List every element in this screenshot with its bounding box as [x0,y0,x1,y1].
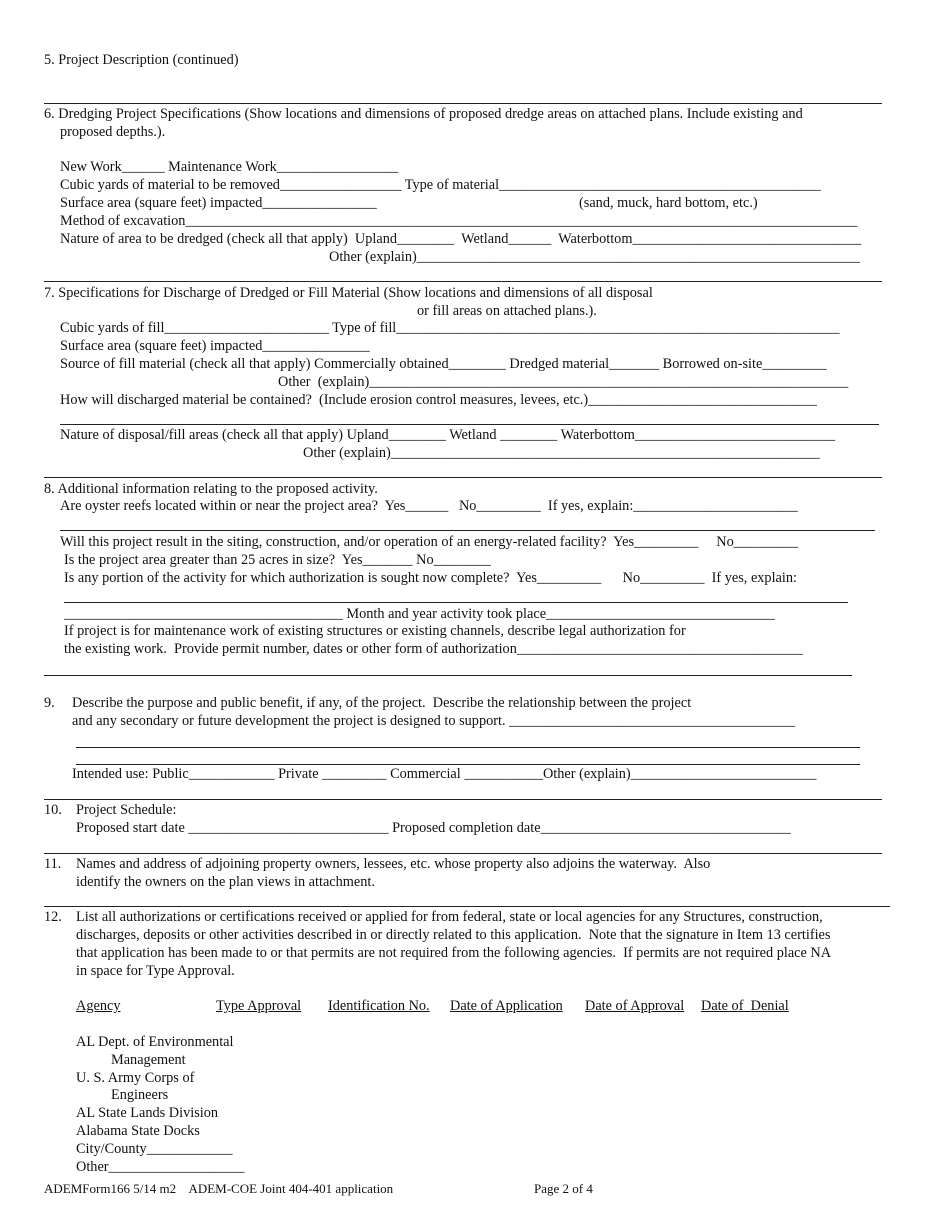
agency-row: U. S. Army Corps of [76,1070,195,1086]
s8-energy-field[interactable]: Will this project result in the siting, construction, and/or operation of an energy-related facility? Yes_________ No_________ [60,534,799,550]
s12-text-2: discharges, deposits or other activities described in or directly related to this application. Note that the signature in Item 13 certifies [76,927,831,943]
s10-num: 10. [44,802,62,818]
s8-month-year-field[interactable]: _______________________________________ Month and year activity took place________________________________ [64,606,775,622]
s8-complete-field[interactable]: Is any portion of the activity for which authorization is sought now complete? Yes_________ No_________ If yes, explain: [64,570,797,586]
s7-surface-area-field[interactable]: Surface area (square feet) impacted_______________ [60,338,370,354]
s8-authorization-field[interactable]: the existing work. Provide permit number, dates or other form of authorization________________________________________ [64,641,803,657]
s10-title: Project Schedule: [76,802,177,818]
s9-intended-use-field[interactable]: Intended use: Public____________ Private _________ Commercial ___________Other (explain)__________________________ [72,766,817,782]
answer-line[interactable] [64,602,848,603]
divider [44,477,882,478]
agency-row: AL Dept. of Environmental [76,1034,234,1050]
divider [44,103,882,104]
s6-cubic-yards-field[interactable]: Cubic yards of material to be removed_________________ Type of material_____________________________________________ [60,177,821,193]
divider [44,281,882,282]
s7-other-source-field[interactable]: Other (explain)___________________________________________________________________ [278,374,849,390]
agency-row: Alabama State Docks [76,1123,200,1139]
s6-nature-field[interactable]: Nature of area to be dredged (check all that apply) Upland________ Wetland______ Waterbottom________________________________ [60,231,862,247]
s9-purpose-text: Describe the purpose and public benefit, if any, of the project. Describe the relationship between the project [72,695,692,711]
agency-row-other[interactable]: Other___________________ [76,1159,245,1175]
divider [44,853,882,854]
agency-row: AL State Lands Division [76,1105,219,1121]
s6-work-type-field[interactable]: New Work______ Maintenance Work_________________ [60,159,399,175]
s8-title: 8. Additional information relating to the proposed activity. [44,481,378,497]
col-date-of-approval: Date of Approval [585,998,685,1014]
s11-text-cont: identify the owners on the plan views in attachment. [76,874,375,890]
answer-line[interactable] [60,424,879,425]
s7-source-field[interactable]: Source of fill material (check all that apply) Commercially obtained________ Dredged material_______ Borrowed on-site_________ [60,356,827,372]
s8-acres-field[interactable]: Is the project area greater than 25 acres in size? Yes_______ No________ [64,552,491,568]
col-identification-no: Identification No. [328,998,430,1014]
s7-cubic-yards-field[interactable]: Cubic yards of fill_______________________ Type of fill______________________________________________________________ [60,320,840,336]
s8-maintenance-text: If project is for maintenance work of existing structures or existing channels, describe legal authorization for [64,623,686,639]
footer-form-id: ADEMForm166 5/14 m2 ADEM-COE Joint 404-401 application [44,1181,394,1196]
col-agency: Agency [76,998,121,1014]
s11-num: 11. [44,856,62,872]
answer-line[interactable] [60,530,875,531]
s7-other-field[interactable]: Other (explain)____________________________________________________________ [303,445,820,461]
s6-material-note: (sand, muck, hard bottom, etc.) [579,195,758,211]
s12-text-3: that application has been made to or that permits are not required from the following agencies. If permits are not required place NA [76,945,832,961]
divider [44,906,890,907]
s6-other-field[interactable]: Other (explain)______________________________________________________________ [329,249,860,265]
divider [44,675,852,676]
s6-title: 6. Dredging Project Specifications (Show locations and dimensions of proposed dredge areas on attached plans. Include existing and [44,106,803,122]
s5-title: 5. Project Description (continued) [44,52,239,68]
divider [44,799,882,800]
s12-num: 12. [44,909,62,925]
footer-page-number: Page 2 of 4 [534,1181,593,1196]
answer-line[interactable] [76,747,860,748]
s11-text: Names and address of adjoining property owners, lessees, etc. whose property also adjoins the waterway. Also [76,856,711,872]
agency-row-cont: Management [111,1052,186,1068]
s12-text-4: in space for Type Approval. [76,963,235,979]
agency-row-city-county[interactable]: City/County____________ [76,1141,233,1157]
s7-title-cont: or fill areas on attached plans.). [417,303,597,319]
s6-title-cont: proposed depths.). [60,124,166,140]
col-date-of-denial: Date of Denial [701,998,789,1014]
s6-method-field[interactable]: Method of excavation______________________________________________________________________________________________ [60,213,858,229]
col-date-of-application: Date of Application [450,998,563,1014]
s6-surface-area-field[interactable]: Surface area (square feet) impacted________________ [60,195,377,211]
agency-row-cont: Engineers [111,1087,169,1103]
s7-title: 7. Specifications for Discharge of Dredged or Fill Material (Show locations and dimensions of all disposal [44,285,653,301]
s12-text-1: List all authorizations or certifications received or applied for from federal, state or local agencies for any Structures, construction, [76,909,823,925]
s8-oyster-field[interactable]: Are oyster reefs located within or near the project area? Yes______ No_________ If yes, explain:_______________________ [60,498,798,514]
s9-purpose-field[interactable]: and any secondary or future development the project is designed to support. ________________________________________ [72,713,796,729]
s7-containment-field[interactable]: How will discharged material be contained? (Include erosion control measures, levees, etc.)________________________________ [60,392,817,408]
s10-schedule-field[interactable]: Proposed start date ____________________________ Proposed completion date___________________________________ [76,820,791,836]
col-type-approval: Type Approval [216,998,302,1014]
s9-num: 9. [44,695,55,711]
s7-nature-field[interactable]: Nature of disposal/fill areas (check all that apply) Upland________ Wetland ________ Waterbottom____________________________ [60,427,836,443]
